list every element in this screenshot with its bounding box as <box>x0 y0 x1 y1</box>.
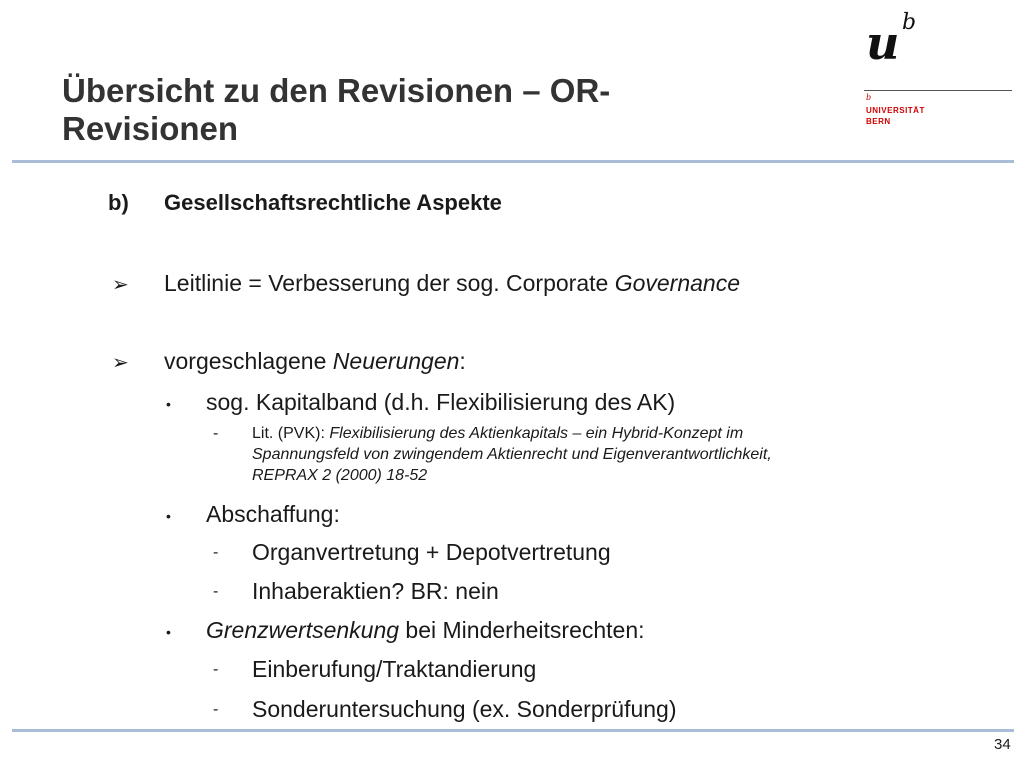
page-number: 34 <box>994 736 1011 753</box>
list-item-sonderuntersuchung: Sonderuntersuchung (ex. Sonderprüfung) <box>252 696 677 722</box>
bullet-dot-icon: • <box>166 396 171 412</box>
arrow-bullet-icon: ➢ <box>112 352 129 374</box>
list-item-einberufung: Einberufung/Traktandierung <box>252 656 537 682</box>
slide-title <box>62 72 762 148</box>
grenzwertsenkung-text: bei Minderheitsrechten: <box>399 617 645 643</box>
logo-small-b: b <box>866 93 872 102</box>
section-title: Gesellschaftsrechtliche Aspekte <box>164 190 502 215</box>
literature-line-1: Flexibilisierung des Aktienkapitals – ein Hybrid-Konzept im <box>329 425 744 442</box>
list-item-neuerungen <box>164 348 466 375</box>
leitlinie-emphasis: Governance <box>614 270 741 296</box>
dash-bullet-icon: - <box>213 544 219 561</box>
logo-wordmark <box>866 105 925 127</box>
bullet-dot-icon: • <box>166 508 171 524</box>
literature-line-3: REPRAX 2 (2000) 18-52 <box>252 467 428 484</box>
footer-divider <box>12 729 1014 732</box>
literature-line-2: Spannungsfeld von zwingendem Aktienrecht und Eigenverantwortlichkeit, <box>252 446 772 463</box>
list-item-literature <box>252 423 772 486</box>
logo-u-glyph: u <box>866 16 900 70</box>
section-marker: b) <box>108 190 129 215</box>
literature-prefix: Lit. (PVK): <box>252 425 330 442</box>
bullet-dot-icon: • <box>166 624 171 640</box>
dash-bullet-icon: - <box>213 425 219 442</box>
slide-title-line-1: Übersicht zu den Revisionen – OR- <box>62 72 611 109</box>
list-item-kapitalband: sog. Kapitalband (d.h. Flexibilisierung des AK) <box>206 389 676 415</box>
list-item-leitlinie <box>164 270 740 297</box>
logo-divider <box>864 90 1012 91</box>
list-item-inhaberaktien: Inhaberaktien? BR: nein <box>252 578 499 604</box>
slide-title-line-2: Revisionen <box>62 110 239 147</box>
logo-wordmark-line-1: UNIVERSITÄT <box>866 106 925 115</box>
arrow-bullet-icon: ➢ <box>112 274 129 296</box>
list-item-abschaffung: Abschaffung: <box>206 501 340 527</box>
university-logo <box>864 10 1014 130</box>
neuerungen-emphasis: Neuerungen <box>332 348 460 374</box>
grenzwertsenkung-emphasis: Grenzwertsenkung <box>206 617 400 643</box>
list-item-grenzwertsenkung <box>206 617 645 644</box>
header-divider <box>12 160 1014 163</box>
dash-bullet-icon: - <box>213 583 219 600</box>
neuerungen-colon: : <box>459 348 466 374</box>
dash-bullet-icon: - <box>213 661 219 678</box>
list-item-organvertretung: Organvertretung + Depotvertretung <box>252 539 611 565</box>
logo-wordmark-line-2: BERN <box>866 117 891 126</box>
neuerungen-text: vorgeschlagene <box>164 348 333 374</box>
leitlinie-text: Leitlinie = Verbesserung der sog. Corporate <box>164 270 615 296</box>
dash-bullet-icon: - <box>213 701 219 718</box>
logo-b-glyph: b <box>902 10 917 35</box>
